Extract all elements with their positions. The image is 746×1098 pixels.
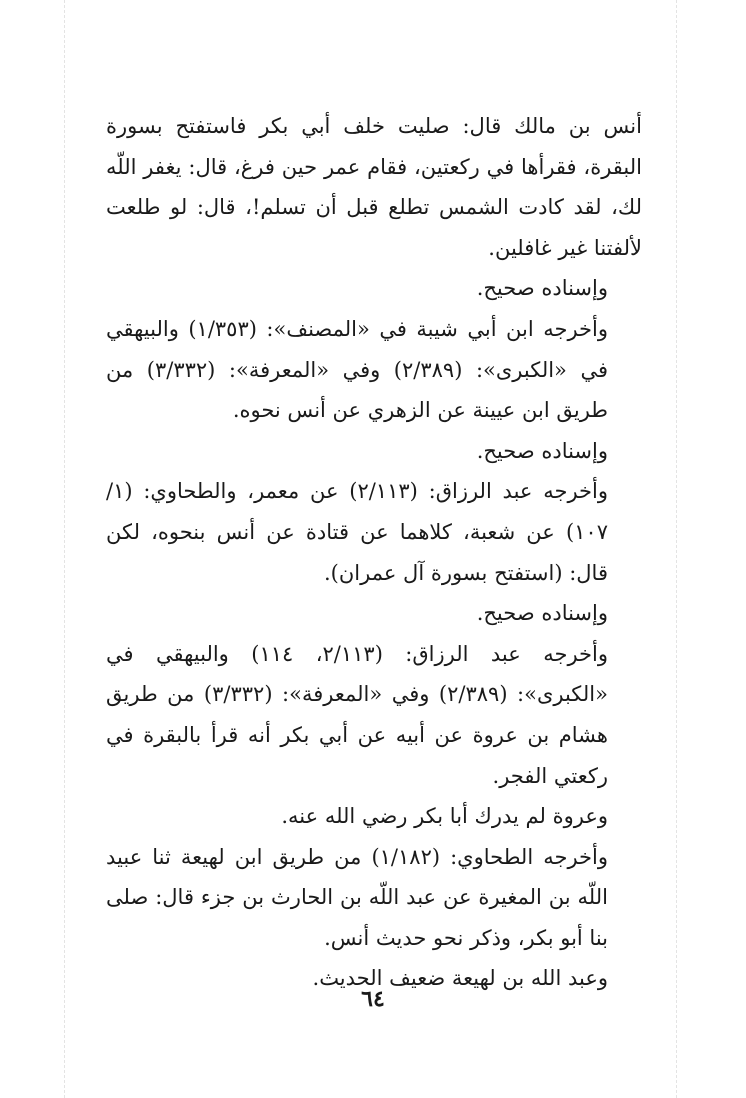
paragraph: وأخرجه عبد الرزاق: (٢/١١٣) عن معمر، والطحاوي: (١/ ١٠٧) عن شعبة، كلاهما عن قتادة عن أنس بنحوه، لكن قال: (استفتح بسورة آل عمران). xyxy=(106,479,609,585)
paragraph: وأخرجه الطحاوي: (١/١٨٢) من طريق ابن لهيعة ثنا عبيد اللّه بن المغيرة عن عبد اللّه بن الحارث بن جزء قال: صلى بنا أبو بكر، وذكر نحو حديث أنس. xyxy=(106,844,608,950)
paragraph: وإسناده صحيح. xyxy=(476,276,608,301)
paragraph: وإسناده صحيح. xyxy=(476,438,608,463)
paragraph: وعبد الله بن لهيعة ضعيف الحديث. xyxy=(312,966,608,991)
page-body-text xyxy=(106,106,642,999)
paragraph: وأخرجه ابن أبي شيبة في «المصنف»: (١/٣٥٣) والبيهقي في «الكبرى»: (٢/٣٨٩) وفي «المعرفة»: (٣/٣٣٢) من طريق ابن عيينة عن الزهري عن أنس نحوه. xyxy=(106,316,608,423)
paragraph: أنس بن مالك قال: صليت خلف أبي بكر فاستفتح بسورة البقرة، فقرأها في ركعتين، فقام عمر حين فرغ، قال: يغفر اللّه لك، لقد كادت الشمس تطلع قبل أن تسلم!، قال: لو طلعت لألفتنا غير غافلين. xyxy=(106,114,642,260)
scan-guide-line xyxy=(676,0,677,1098)
paragraph: وأخرجه عبد الرزاق: (٢/١١٣، ١١٤) والبيهقي في «الكبرى»: (٢/٣٨٩) وفي «المعرفة»: (٣/٣٣٢) من طريق هشام بن عروة عن أبيه عن أبي بكر أنه قرأ بالبقرة في ركعتي الفجر. xyxy=(106,641,608,788)
page-number: ٦٤ xyxy=(361,986,385,1012)
paragraph: وعروة لم يدرك أبا بكر رضي الله عنه. xyxy=(281,804,608,829)
scan-guide-line xyxy=(64,0,65,1098)
paragraph: وإسناده صحيح. xyxy=(476,601,608,626)
